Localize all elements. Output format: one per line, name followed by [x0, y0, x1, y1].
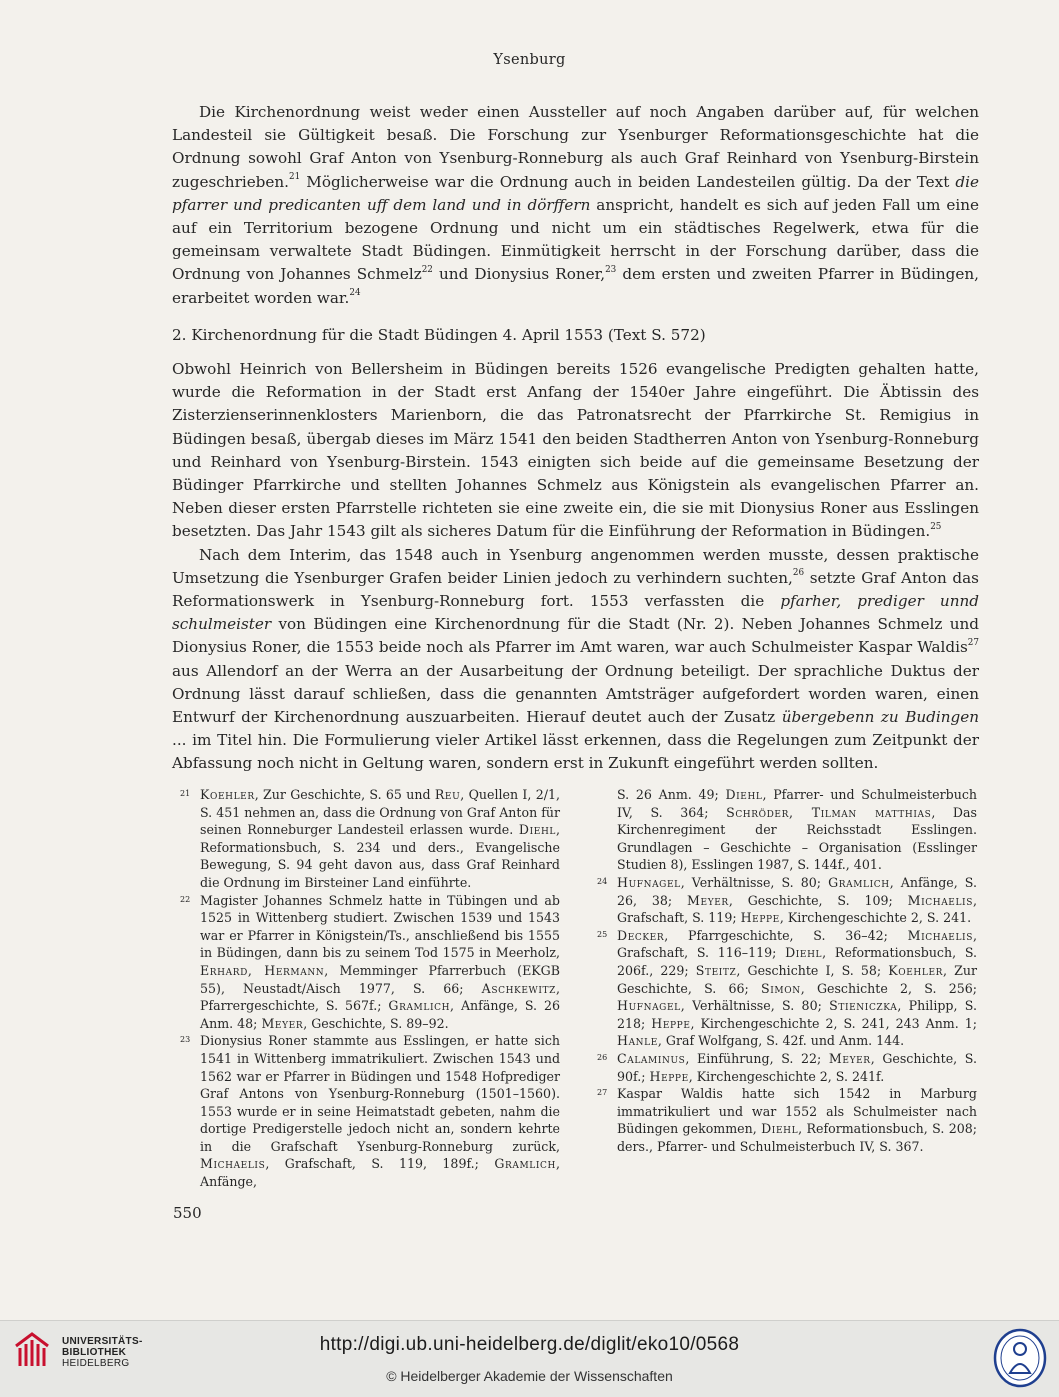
footnote-24: 24 Hufnagel, Verhältnisse, S. 80; Gramlich, Anfänge, S. 26, 38; Meyer, Geschichte, S. 109; Michaelis, Grafschaft, S. 119; Heppe, Kirchengeschichte 2, S. 241. [597, 874, 977, 926]
footnote-26: 26 Calaminus, Einführung, S. 22; Meyer, Geschichte, S. 90f.; Heppe, Kirchengeschichte 2, S. 241f. [597, 1050, 977, 1084]
quote-italic: die pfarrer und predicanten uff dem land und in dörffern [172, 172, 979, 214]
footnotes-left-column [180, 786, 560, 1191]
footnote-22: 22 Magister Johannes Schmelz hatte in Tübingen und ab 1525 in Wittenberg studiert. Zwischen 1539 und 1543 war er Pfarrer in Königstein/Ts., anschließend bis 1555 in Büdingen, dann bis zu seinem Tod 1575 in Meerholz, Erhard, Hermann, Memminger Pfarrerbuch (EKGB 55), Neustadt/Aisch 1977, S. 66; Aschkewitz, Pfarrergeschichte, S. 567f.; Gramlich, Anfänge, S. 26 Anm. 48; Meyer, Geschichte, S. 89–92. [180, 892, 560, 1031]
footnote-number: 23 [180, 1035, 191, 1045]
footnote-ref-23[interactable]: 23 [605, 264, 617, 275]
footnote-ref-24[interactable]: 24 [349, 287, 361, 298]
quote-italic: pfarher, prediger unnd schulmeister [172, 592, 979, 634]
footnote-number: 27 [597, 1088, 608, 1098]
permalink-url[interactable]: http://digi.ub.uni-heidelberg.de/diglit/eko10/0568 [319, 1334, 740, 1355]
academy-seal-icon[interactable] [992, 1327, 1048, 1389]
footnote-ref-26[interactable]: 26 [792, 568, 805, 579]
footnote-27: 27 Kaspar Waldis hatte sich 1542 in Marburg immatrikuliert und war 1552 als Schulmeister nach Büdingen gekommen, Diehl, Reformationsbuch, S. 208; ders., Pfarrer- und Schulmeisterbuch IV, S. 367. [597, 1086, 977, 1154]
footnote-number: 24 [597, 876, 608, 886]
page-number: 550 [173, 1204, 202, 1222]
paragraph-2: Obwohl Heinrich von Bellersheim in Büdingen bereits 1526 evangelische Predigten gehalten hatte, wurde die Reformation in der Stadt erst Anfang der 1540er Jahre eingeführt. Die Äbtissin des Zisterzienserinnenklosters Marienborn, die das Patronatsrecht der Pfarrkirche St. Remigius in Büdingen besaß, übergab dieses im März 1541 den beiden Stadtherren Anton von Ysenburg-Ronneburg und Reinhard von Ysenburg-Birstein. 1543 einigten sich beide auf die gemeinsame Besetzung der Büdinger Pfarrkirche und stellten Johannes Schmelz aus Königstein als evangelischen Pfarrer an. Neben dieser ersten Pfarrstelle richteten sie eine zweite ein, die sie mit Dionysius Roner aus Esslingen besetzten. Das Jahr 1543 gilt als sicheres Datum für die Einführung der Reformation in Büdingen.$^{25}$ [172, 360, 979, 541]
footnote-25: 25 Decker, Pfarrgeschichte, S. 36–42; Michaelis, Grafschaft, S. 116–119; Diehl, Reformationsbuch, S. 206f., 229; Steitz, Geschichte I, S. 58; Koehler, Zur Geschichte, S. 66; Simon, Geschichte 2, S. 256; Hufnagel, Verhältnisse, S. 80; Stieniczka, Philipp, S. 218; Heppe, Kirchengeschichte 2, S. 241, 243 Anm. 1; Hanle, Graf Wolfgang, S. 42f. und Anm. 144. [597, 927, 978, 1049]
footnote-number: 25 [597, 929, 608, 939]
library-logo-text[interactable]: UNIVERSITÄTS- BIBLIOTHEK HEIDELBERG [62, 1336, 143, 1369]
viewer-footer-bar [0, 1320, 1059, 1397]
footnote-21: 21 Koehler, Zur Geschichte, S. 65 und Reu, Quellen I, 2/1, S. 451 nehmen an, dass die Ordnung von Graf Anton für seinen Ronneburger Landesteil erlassen wurde. Diehl, Reformationsbuch, S. 234 und ders., Evangelische Bewegung, S. 94 geht davon aus, dass Graf Reinhard die Ordnung im Birsteiner Land einführte. [180, 787, 560, 890]
paragraph-1: Die Kirchenordnung weist weder einen Aussteller auf noch Angaben darüber auf, für welchen Landesteil sie Gültigkeit besaß. Die Forschung zur Ysenburger Reformationsgeschichte hat die Ordnung sowohl Graf Anton von Ysenburg-Ronneburg als auch Graf Reinhard von Ysenburg-Birstein zugeschrieben.$^{21}$ Möglicherweise war die Ordnung auch in beiden Landesteilen gültig. Da der Text die pfarrer und predicanten uff dem land und in dörffern anspricht, handelt es sich auf jeden Fall um eine auf ein Territorium bezogene Ordnung und nicht um ein städtisches Regelwerk, etwa für die gemeinsam verwaltete Stadt Büdingen. Einmütigkeit herrscht in der Forschung darüber, dass die Ordnung von Johannes Schmelz$^{22}$ und Dionysius Roner,$^{23}$ dem ersten und zweiten Pfarrer in Büdingen, erarbeitet worden war.$^{24}$ [172, 103, 979, 307]
footnote-number: 22 [180, 894, 191, 904]
footnote-ref-21[interactable]: 21 [289, 171, 301, 182]
running-header: Ysenburg [493, 52, 566, 68]
main-text [172, 101, 979, 776]
paragraph-3: Nach dem Interim, das 1548 auch in Ysenburg angenommen werden musste, dessen praktische Umsetzung die Ysenburger Grafen beider Linien jedoch zu verhindern suchten,$^{26}$ setzte Graf Anton das Reformationswerk in Ysenburg-Ronneburg fort. 1553 verfassten die pfarher, prediger unnd schulmeister von Büdingen eine Kirchenordnung für die Stadt (Nr. 2). Neben Johannes Schmelz und Dionysius Roner, die 1553 beide noch als Pfarrer im Amt waren, war auch Schulmeister Kaspar Waldis$^{27}$ aus Allendorf an der Werra an der Ausarbeitung der Ordnung beteiligt. Der sprachliche Duktus der Ordnung lässt darauf schließen, dass die genannten Amtsträger aufgefordert worden waren, einen Entwurf der Kirchenordnung auszuarbeiten. Hierauf deutet auch der Zusatz übergebenn zu Budingen ... im Titel hin. Die Formulierung vieler Artikel lässt erkennen, dass die Regelungen zum Zeitpunkt der Abfassung noch nicht in Geltung waren, sondern erst in Zukunft eingeführt werden sollten. [172, 545, 979, 773]
section-heading: 2. Kirchenordnung für die Stadt Büdingen 4. April 1553 (Text S. 572) [172, 325, 706, 344]
footnote-ref-25[interactable]: 25 [930, 521, 942, 532]
quote-italic: übergebenn zu Budingen [781, 708, 979, 727]
footnote-23-continued: S. 26 Anm. 49; Diehl, Pfarrer- und Schulmeisterbuch IV, S. 364; Schröder, Tilman matthias, Das Kirchenregiment der Reichsstadt Esslingen. Grundlagen – Geschichte – Organisation (Esslinger Studien 8), Esslingen 1987, S. 144f., 401. [617, 787, 978, 873]
footnote-number: 26 [597, 1052, 608, 1062]
footnote-ref-22[interactable]: 22 [421, 264, 433, 275]
footnote-ref-27[interactable]: 27 [967, 637, 979, 648]
copyright-notice: © Heidelberger Akademie der Wissenschaften [386, 1368, 673, 1384]
footnotes-right-column [597, 786, 977, 1155]
footnote-number: 21 [180, 789, 191, 798]
footnote-23: 23 Dionysius Roner stammte aus Esslingen, er hatte sich 1541 in Wittenberg immatrikuliert. Zwischen 1543 und 1562 war er Pfarrer in Büdingen und 1548 Hofprediger Graf Antons von Ysenburg-Ronneburg (1501–1560). 1553 wurde er in seine Heimatstadt gebeten, nahm die dortige Predigerstelle jedoch nicht an, sondern kehrte in die Grafschaft Ysenburg-Ronneburg zurück, Michaelis, Grafschaft, S. 119, 189f.; Gramlich, Anfänge, [180, 1033, 560, 1190]
